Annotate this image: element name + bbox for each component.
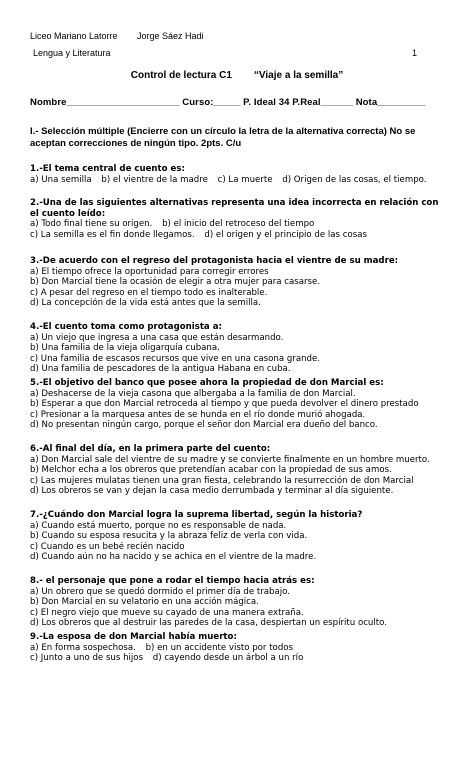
option-b: b) en un accidente visto por todos	[145, 642, 294, 653]
page-number: 1	[412, 48, 418, 58]
question-1-options	[30, 175, 455, 186]
page-title	[0, 70, 474, 81]
option-a: a) En forma sospechosa.	[30, 642, 136, 653]
option-a: a) El tiempo ofrece la oportunidad para corregir errores	[30, 266, 269, 277]
option-a: a) Don Marcial sale del vientre de su madre y se convierte finalmente en un hombre muerto.	[30, 454, 430, 465]
option-d: d) el origen y el principio de las cosas	[204, 229, 367, 240]
question-2	[30, 198, 455, 240]
section-instructions: I.- Selección múltiple (Encierre con un círculo la letra de la alternativa correcta) No se aceptan correcciones de ningún tipo. 2pts. C/u	[30, 126, 416, 149]
option-a: a) Un obrero que se quedó dormido el primer día de trabajo.	[30, 586, 290, 597]
question-6-title: 6.-Al final del día, en la primera parte del cuento:	[30, 444, 271, 454]
option-c: c) La semilla es el fin donde llegamos.	[30, 229, 195, 240]
option-a: a) Todo final tiene su origen.	[30, 219, 153, 230]
option-b: b) Cuando su esposa resucita y la abraza feliz de verla con vida.	[30, 531, 308, 542]
header-school: Liceo Mariano Latorre	[30, 31, 118, 41]
question-7-title: 7.-¿Cuándo don Marcial logra la suprema libertad, según la historia?	[30, 510, 363, 520]
option-a: a) Una semilla	[30, 174, 92, 185]
option-a: a) Cuando está muerto, porque no es responsable de nada.	[30, 520, 287, 531]
option-b: b) Don Marcial en su velatorio en una acción mágica.	[30, 597, 259, 608]
title-control: Control de lectura C1	[130, 70, 232, 81]
question-2-row-1	[30, 219, 455, 230]
question-6	[30, 444, 455, 497]
option-b: b) el inicio del retroceso del tiempo	[162, 219, 315, 230]
option-b: b) Don Marcial tiene la ocasión de elegir a otra mujer para casarse.	[30, 277, 321, 288]
option-d: d) cayendo desde un árbol a un río	[152, 653, 304, 664]
question-9-row-1	[30, 643, 455, 654]
option-c: c) Junto a uno de sus hijos	[30, 653, 144, 664]
question-4-title: 4.-El cuento toma como protagonista a:	[30, 322, 222, 332]
option-c: c) Presionar a la marquesa antes de se hunda en el río donde murió ahogada.	[30, 409, 366, 420]
option-d: d) Una familia de pescadores de la antigua Habana en cuba.	[30, 364, 291, 375]
option-c: c) Una familia de escasos recursos que vive en una casona grande.	[30, 353, 321, 364]
option-d: d) Los obreros que al destruir las paredes de la casa, despiertan un espíritu oculto.	[30, 618, 387, 629]
question-2-row-2	[30, 230, 455, 241]
question-9-row-2	[30, 653, 455, 664]
question-9-title: 9.-La esposa de don Marcial había muerto:	[30, 632, 237, 642]
option-c: c) La muerte	[217, 174, 273, 185]
option-b: b) Una familia de la vieja oligarquía cubana.	[30, 343, 220, 354]
option-c: c) A pesar del regreso en el tiempo todo es inalterable.	[30, 287, 268, 298]
option-d: d) No presentan ningún cargo, porque el señor don Marcial era dueño del banco.	[30, 420, 378, 431]
question-5-title: 5.-El objetivo del banco que posee ahora la propiedad de don Marcial es:	[30, 378, 384, 388]
option-b: b) Esperar a que don Marcial retroceda al tiempo y que pueda devolver el dinero prestado	[30, 399, 419, 410]
question-4	[30, 322, 455, 375]
header-subject: Lengua y Literatura	[33, 48, 111, 58]
option-b: b) Melchor echa a los obreros que pretendían acabar con la propiedad de sus amos.	[30, 465, 392, 476]
title-work: “Viaje a la semilla”	[253, 70, 344, 81]
option-c: c) Las mujeres mulatas tienen una gran fiesta, celebrando la resurrección de don Marcial	[30, 475, 414, 486]
question-3	[30, 256, 455, 309]
student-info-line: Nombre_____________________ Curso:_____ P. Ideal 34 P.Real______ Nota_________	[30, 97, 426, 108]
question-1-title: 1.-El tema central de cuento es:	[30, 164, 185, 174]
header-teacher: Jorge Sáez Hadi	[137, 31, 204, 41]
option-d: d) La concepción de la vida está antes que la semilla.	[30, 298, 261, 309]
option-d: d) Origen de las cosas, el tiempo.	[282, 174, 427, 185]
question-9	[30, 632, 455, 664]
question-2-title: 2.-Una de las siguientes alternativas representa una idea incorrecta en relación con el cuento leído:	[30, 198, 439, 219]
question-7	[30, 510, 455, 563]
option-c: c) El negro viejo que mueve su cayado de una manera extraña.	[30, 607, 304, 618]
question-8	[30, 576, 455, 629]
question-1	[30, 164, 455, 185]
option-d: d) Los obreros se van y dejan la casa medio derrumbada y terminar al día siguiente.	[30, 486, 394, 497]
option-c: c) Cuando es un bebé recién nacido	[30, 541, 185, 552]
option-b: b) el vientre de la madre	[101, 174, 208, 185]
option-d: d) Cuando aún no ha nacido y se achica en el vientre de la madre.	[30, 552, 317, 563]
question-5	[30, 378, 455, 431]
question-3-title: 3.-De acuerdo con el regreso del protagonista hacia el vientre de su madre:	[30, 256, 399, 266]
option-a: a) Deshacerse de la vieja casona que albergaba a la familia de don Marcial.	[30, 388, 356, 399]
question-8-title: 8.- el personaje que pone a rodar el tiempo hacia atrás es:	[30, 576, 315, 586]
option-a: a) Un viejo que ingresa a una casa que están desarmando.	[30, 332, 284, 343]
